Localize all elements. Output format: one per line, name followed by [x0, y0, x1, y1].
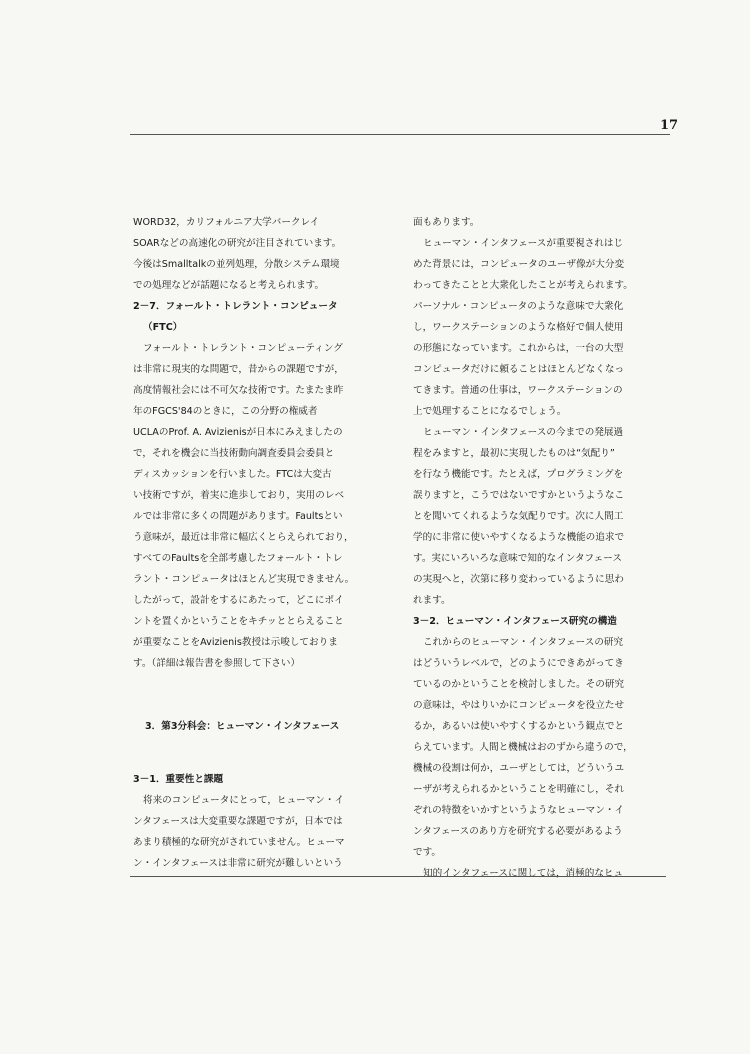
body-line: を行なう機能です。たとえば，プログラミングを [413, 469, 624, 480]
body-line: し，ワークステーションのような格好で個人使用 [413, 322, 624, 333]
body-line: 高度情報社会には不可欠な技術です。たまたま昨 [133, 385, 344, 396]
body-line: 面もあります。 [413, 217, 480, 228]
body-line: す。実にいろいろな意味で知的なインタフェース [413, 553, 622, 564]
body-line: での処理などが話題になると考えられます。 [133, 280, 325, 291]
body-line: 今後はSmalltalkの並列処理，分散システム環境 [133, 259, 340, 270]
body-line: ぞれの特徴をいかすというようなヒューマン・イ [413, 805, 625, 816]
body-line: 将来のコンピュータにとって，ヒューマン・イ [143, 795, 345, 806]
body-line: ンタフェースのあり方を研究する必要があるよう [413, 826, 623, 837]
body-line: てきます。普通の仕事は，ワークステーションの [413, 385, 623, 396]
body-line: ディスカッションを行いました。FTCは大変古 [133, 469, 332, 480]
body-line: す。（詳細は報告書を参照して下さい） [133, 658, 301, 669]
heading-2-7-abbrev: （FTC） [143, 322, 183, 333]
body-line: 誤りますと，こうではないですかというようなこ [413, 490, 625, 501]
heading-2-7: 2－7．フォールト・トレラント・コンピュータ [133, 301, 338, 312]
section-3-heading: 3．第3分科会：ヒューマン・インタフェース [145, 721, 340, 732]
body-line: い技術ですが，着実に進歩しており，実用のレベ [133, 490, 345, 501]
body-line: フォールト・トレラント・コンピューティング [143, 343, 343, 354]
body-line: るか，あるいは使いやすくするかという観点でと [413, 721, 625, 732]
right-column [413, 212, 679, 884]
body-line: の実現へと，次第に移り変わっているように思わ [413, 574, 624, 585]
header-rule [130, 134, 670, 135]
body-line: ントを置くかということをキチッととらえること [133, 616, 344, 627]
body-line: はどういうレベルで，どのようにできあがってき [413, 658, 624, 669]
body-line: 学的に非常に使いやすくなるような機能の追求で [413, 532, 625, 543]
body-line: したがって，設計をするにあたって，どこにポイ [133, 595, 344, 606]
body-line: これからのヒューマン・インタフェースの研究 [423, 637, 624, 648]
footer-rule [130, 876, 666, 877]
body-line: 知的インタフェースに関しては，消極的なヒュ [423, 868, 624, 879]
body-line: ヒューマン・インタフェースの今までの発展過 [423, 427, 624, 438]
body-line: すべてのFaultsを全部考慮したフォールト・トレ [133, 553, 343, 564]
body-line: WORD32，カリフォルニア大学バークレイ [133, 217, 320, 228]
body-line: が重要なことをAvizienis教授は示唆しておりま [133, 637, 338, 648]
body-line: とを聞いてくれるような気配りです。次に人間工 [413, 511, 624, 522]
body-line: ンタフェースは大変重要な課題ですが，日本では [133, 816, 343, 827]
body-line: パーソナル・コンピュータのような意味で大衆化 [413, 301, 624, 312]
body-line: めた背景には，コンピュータのユーザ像が大分変 [413, 259, 625, 270]
body-line: ラント・コンピュータはほとんど実現できません。 [133, 574, 355, 585]
body-line: ヒューマン・インタフェースが重要視されはじ [423, 238, 624, 249]
body-line: です。 [413, 847, 442, 858]
body-line: らえています。人間と機械はおのずから違うので， [413, 742, 633, 753]
body-line: 上で処理することになるでしょう。 [413, 406, 567, 417]
body-line: の意味は，やはりいかにコンピュータを役立たせ [413, 700, 625, 711]
body-line: の形態になっています。これからは，一台の大型 [413, 343, 624, 354]
body-line: 程をみますと，最初に実現したものは“気配り” [413, 448, 615, 459]
page-number: 17 [660, 118, 679, 133]
body-line: ーザが考えられるかということを明確にし，それ [413, 784, 625, 795]
body-line: コンピュータだけに頼ることはほとんどなくなっ [413, 364, 625, 375]
body-line: 機械の役割は何か，ユーザとしては，どういうユ [413, 763, 625, 774]
body-line: う意味が，最近は非常に幅広くとらえられており， [133, 532, 354, 543]
body-line: れます。 [413, 595, 451, 606]
body-line: で，それを機会に当技術動向調査委員会委員と [133, 448, 335, 459]
heading-3-1: 3－1．重要性と課題 [133, 774, 224, 785]
body-line: SOARなどの高速化の研究が注目されています。 [133, 238, 342, 249]
body-line: あまり積極的な研究がされていません。ヒューマ [133, 837, 345, 848]
body-line: ているのかということを検討しました。その研究 [413, 679, 625, 690]
body-line: UCLAのProf. A. Avizienisが日本にみえましたの [133, 427, 343, 438]
body-line: ルでは非常に多くの問題があります。Faultsとい [133, 511, 343, 522]
left-column [133, 212, 399, 874]
body-line: 年のFGCS'84のときに，この分野の権威者 [133, 406, 318, 417]
body-line: ン・インタフェースは非常に研究が難しいという [133, 858, 343, 869]
heading-3-2: 3－2．ヒューマン・インタフェース研究の構造 [413, 616, 617, 627]
body-line: わってきたことと大衆化したことが考えられます。 [413, 280, 633, 291]
body-line: は非常に現実的な問題で，昔からの課題ですが， [133, 364, 344, 375]
